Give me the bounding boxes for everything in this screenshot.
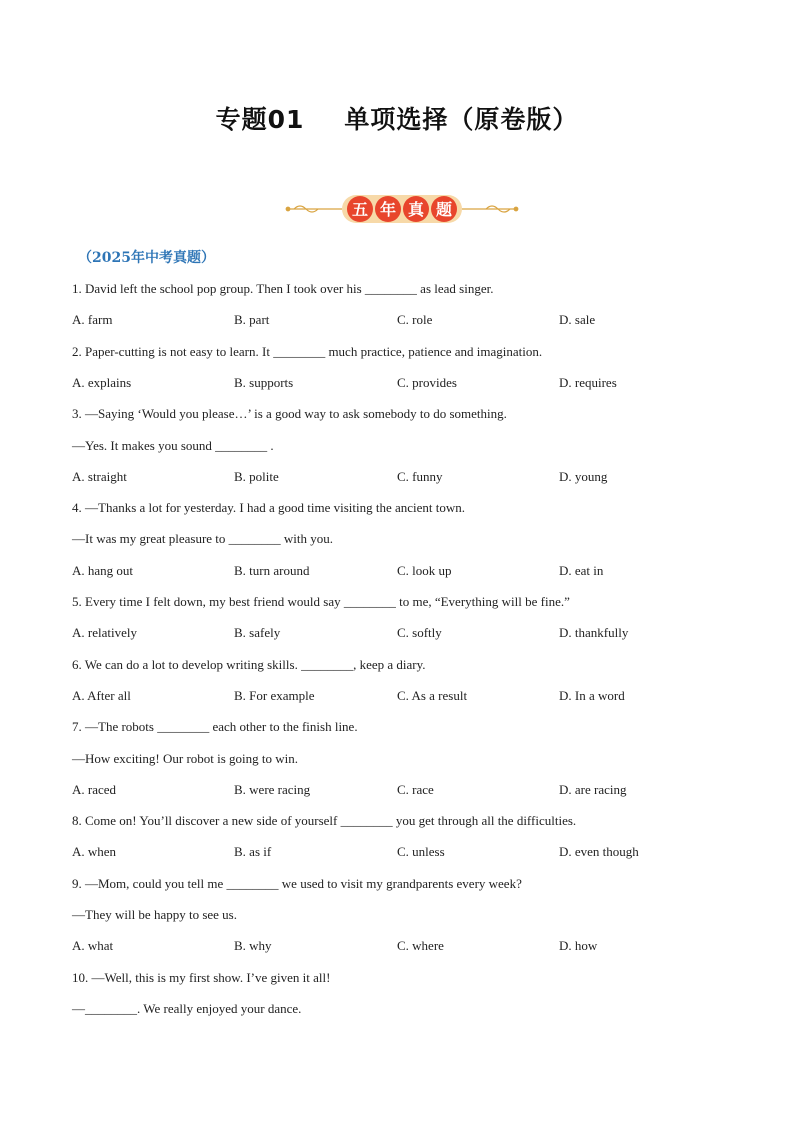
answer-option: A. hang out [72,562,134,578]
answer-option: C. softly [397,625,442,641]
answer-option: A. when [72,844,117,860]
answer-option: B. supports [234,374,294,390]
question-stem: 7. —The robots ________ each other to the finish line. [72,719,358,735]
answer-option: B. part [234,312,270,328]
banner-char: 真 [407,200,425,219]
question-stem: 9. —Mom, could you tell me ________ we used to visit my grandparents every week? [72,875,522,891]
answer-option: C. provides [397,374,457,390]
answer-option: C. look up [397,562,452,578]
answer-option: C. where [397,938,444,954]
question-reply: —It was my great pleasure to ________ with you. [72,531,334,547]
answer-option: A. what [72,938,114,954]
page-title [0,100,794,136]
banner-char: 五 [351,200,369,219]
question-stem: 10. —Well, this is my first show. I’ve given it all! [72,969,331,985]
answer-option: C. funny [397,468,443,484]
answer-option: D. young [559,468,608,484]
answer-option: B. turn around [234,562,310,578]
question-stem: 5. Every time I felt down, my best friend would say ________ to me, “Everything will be fine.” [72,594,570,609]
answer-option: A. explains [72,374,132,390]
answer-option: B. For example [234,687,315,703]
banner-right-ornament [462,206,518,212]
title-subject: 单项选择（原卷版） [344,105,579,134]
answer-option: C. role [397,312,433,328]
answer-option: D. are racing [559,781,627,797]
answer-option: B. why [234,938,272,954]
answer-option: D. sale [559,312,596,328]
banner-char: 题 [435,200,453,219]
answer-option: A. After all [72,687,131,703]
answer-option: B. polite [234,468,279,484]
answer-option: C. As a result [397,687,468,703]
answer-option: D. In a word [559,687,625,703]
answer-option: D. even though [559,844,639,860]
question-reply: —Yes. It makes you sound ________ . [72,437,274,453]
question-stem: 2. Paper-cutting is not easy to learn. It ________ much practice, patience and imagination. [72,343,543,359]
answer-option: B. were racing [234,781,311,797]
answer-option: C. race [397,781,434,797]
section-label: （2025年中考真题） [78,250,215,266]
answer-option: B. safely [234,625,281,641]
answer-option: C. unless [397,844,445,860]
question-stem: 3. —Saying ‘Would you please…’ is a good way to ask somebody to do something. [72,406,507,422]
question-stem: 6. We can do a lot to develop writing skills. ________, keep a diary. [72,656,426,672]
answer-option: A. relatively [72,625,137,641]
banner-char: 年 [379,200,397,219]
answer-option: A. raced [72,781,117,797]
answer-option: A. straight [72,468,127,484]
question-reply: —They will be happy to see us. [72,907,237,922]
question-stem: 8. Come on! You’ll discover a new side of yourself ________ you get through all the difficulties. [72,813,577,829]
question-stem: 4. —Thanks a lot for yesterday. I had a good time visiting the ancient town. [72,500,466,516]
answer-option: B. as if [234,844,272,860]
answer-option: D. how [559,938,598,954]
answer-option: D. requires [559,374,617,390]
question-reply: —How exciting! Our robot is going to win. [72,750,299,766]
answer-option: D. thankfully [559,625,629,641]
answer-option: D. eat in [559,562,604,578]
answer-option: A. farm [72,312,113,328]
question-reply: —________. We really enjoyed your dance. [72,1000,302,1016]
banner-left-ornament [286,206,342,212]
title-topic: 专题01 [215,105,305,134]
five-year-exam-banner [284,190,520,228]
question-stem: 1. David left the school pop group. Then I took over his ________ as lead singer. [72,281,494,296]
